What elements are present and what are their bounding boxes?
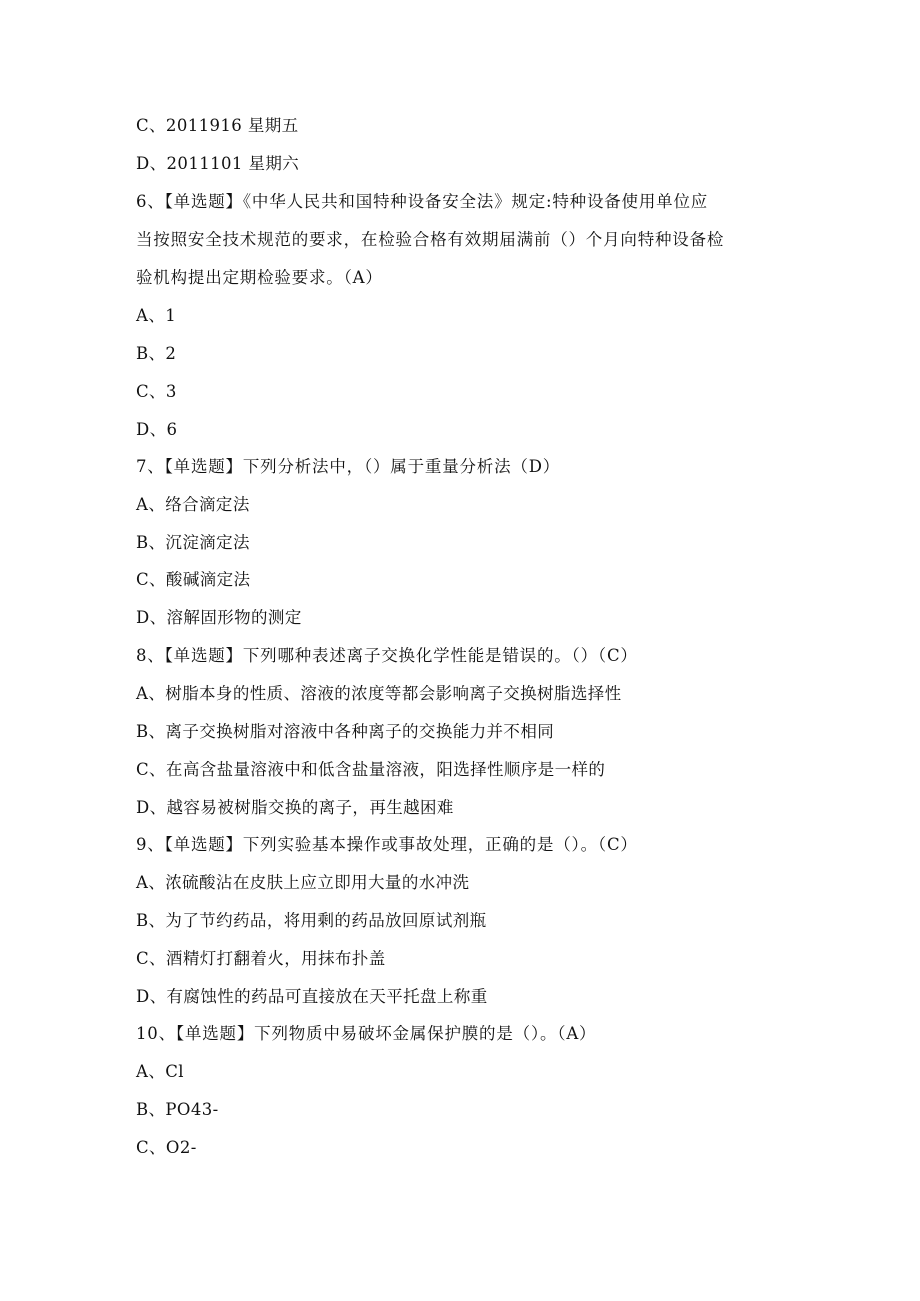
question-7-option-a: A、络合滴定法	[136, 495, 250, 514]
question-10: 10、【单选题】下列物质中易破坏金属保护膜的是（）。（A）	[136, 1024, 597, 1043]
question-6-option-d: D、6	[136, 420, 178, 439]
question-6-line-2: 当按照安全技术规范的要求，在检验合格有效期届满前（）个月向特种设备检	[136, 230, 725, 249]
option-d-prev: D、2011101 星期六	[136, 154, 300, 173]
question-6-line-1: 6、【单选题】《中华人民共和国特种设备安全法》规定:特种设备使用单位应	[136, 192, 709, 211]
question-7-option-c: C、酸碱滴定法	[136, 570, 251, 589]
question-9-option-a: A、浓硫酸沾在皮肤上应立即用大量的水冲洗	[136, 873, 470, 892]
question-8-option-b: B、离子交换树脂对溶液中各种离子的交换能力并不相同	[136, 722, 555, 741]
question-6-option-b: B、2	[136, 344, 177, 363]
question-8: 8、【单选题】下列哪种表述离子交换化学性能是错误的。（）（C）	[136, 646, 638, 665]
question-9-option-b: B、为了节约药品，将用剩的药品放回原试剂瓶	[136, 911, 487, 930]
question-6-option-c: C、3	[136, 382, 177, 401]
question-6-option-a: A、1	[136, 306, 177, 325]
option-c-prev: C、2011916 星期五	[136, 116, 299, 135]
question-9-option-d: D、有腐蚀性的药品可直接放在天平托盘上称重	[136, 987, 488, 1006]
question-9: 9、【单选题】下列实验基本操作或事故处理，正确的是（）。（C）	[136, 835, 638, 854]
question-8-option-d: D、越容易被树脂交换的离子，再生越困难	[136, 798, 454, 817]
question-7-option-b: B、沉淀滴定法	[136, 533, 250, 552]
question-8-option-c: C、在高含盐量溶液中和低含盐量溶液，阳选择性顺序是一样的	[136, 760, 606, 779]
question-10-option-a: A、Cl	[136, 1062, 184, 1081]
question-10-option-b: B、PO43-	[136, 1100, 219, 1119]
question-10-option-c: C、O2-	[136, 1138, 197, 1157]
question-7: 7、【单选题】下列分析法中，（）属于重量分析法（D）	[136, 457, 561, 476]
question-8-option-a: A、树脂本身的性质、溶液的浓度等都会影响离子交换树脂选择性	[136, 684, 622, 703]
question-6-line-3: 验机构提出定期检验要求。（A）	[136, 268, 383, 287]
question-9-option-c: C、酒精灯打翻着火，用抹布扑盖	[136, 949, 386, 968]
question-7-option-d: D、溶解固形物的测定	[136, 608, 302, 627]
